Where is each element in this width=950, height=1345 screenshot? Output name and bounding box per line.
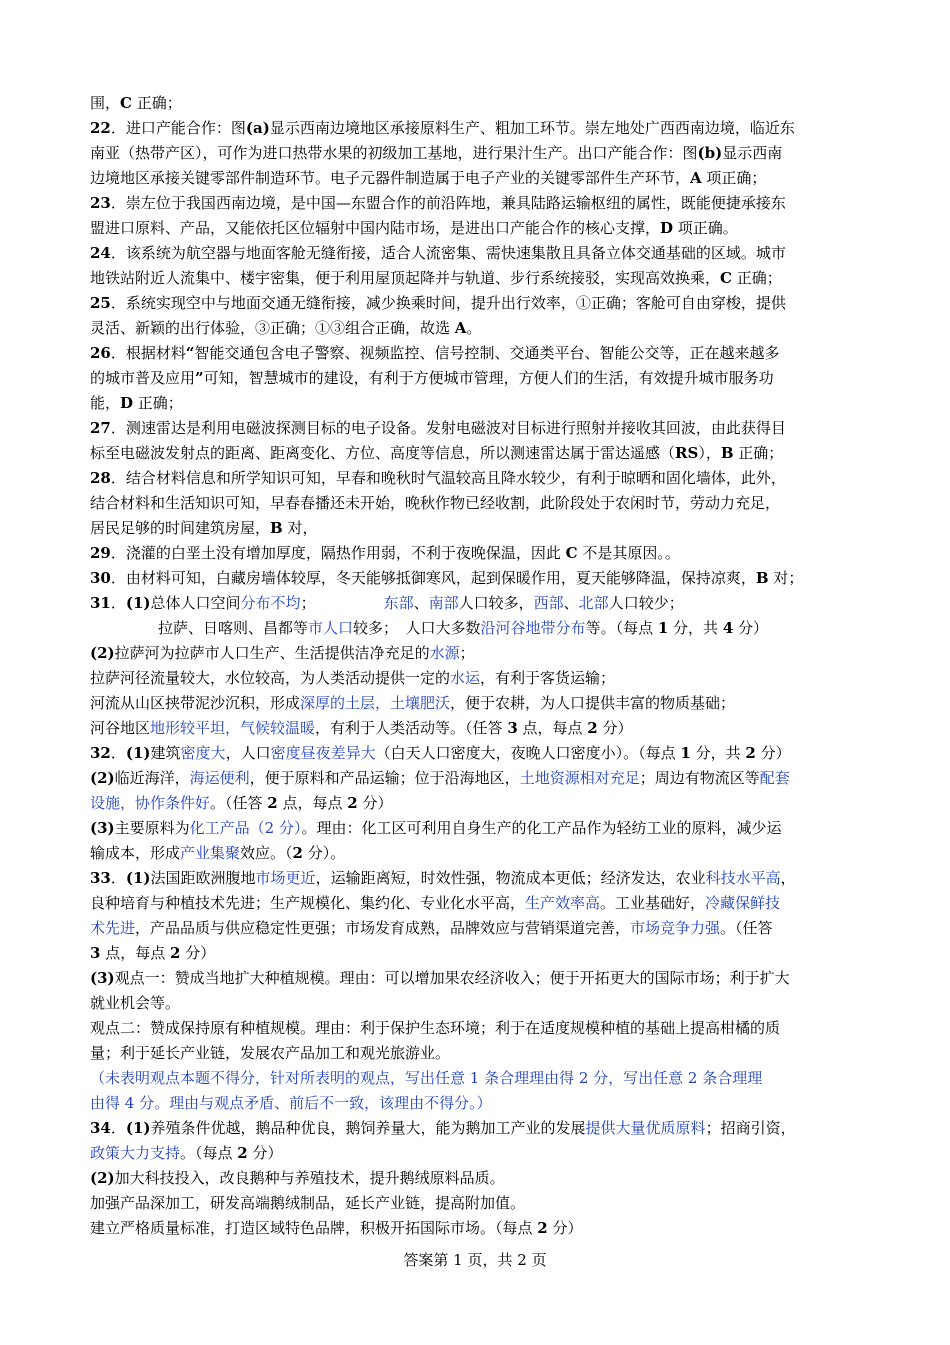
answer-line: [90, 1216, 870, 1241]
answer-line: [90, 1191, 870, 1216]
highlighted-answer-text: 化工产品（2 分）: [189, 819, 302, 837]
answer-text: 正确；: [133, 394, 183, 412]
highlighted-answer-text: 西部: [533, 594, 564, 612]
answer-text: 拉萨河径流量较大，水位较高，为人类活动提供一定的: [90, 669, 451, 687]
answer-text: 就业机会等。: [90, 994, 181, 1012]
highlighted-answer-text: 设施，协作条件好: [90, 794, 211, 812]
page-footer: 答案第 1 页，共 2 页: [403, 1251, 547, 1269]
answer-text: ，便于农耕，为人口提供丰富的物质基础；: [450, 694, 736, 712]
answer-line: [90, 916, 870, 941]
answer-text: 能，: [90, 394, 121, 412]
highlighted-answer-text: 沿河谷地带分布: [480, 619, 586, 637]
bold-text: C: [565, 544, 578, 562]
answer-text: 盟进口原料、产品，又能依托区位辐射中国内陆市场，是进出口产能合作的核心支撑，: [90, 219, 661, 237]
bold-text: 31: [90, 594, 111, 612]
bold-text: 28: [90, 469, 111, 487]
bold-text: A: [690, 169, 702, 187]
answer-text: 对；: [768, 569, 804, 587]
answer-line: [90, 91, 870, 116]
bold-text: (1): [125, 869, 151, 887]
bold-text: (1): [125, 1119, 151, 1137]
answer-text: ，有利于人类活动等。（任答: [315, 719, 508, 737]
answer-text: 主要原料为: [114, 819, 190, 837]
answer-text: ，有利于客货运输；: [480, 669, 616, 687]
answer-text: 项正确；: [701, 169, 767, 187]
bold-text: 2: [267, 794, 278, 812]
answer-text: 结合材料和生活知识可知，早春春播还未开始，晚秋作物已经收割，此阶段处于农闲时节，劳动力充足，: [90, 494, 781, 512]
highlighted-answer-text: 地形较平坦，气候较温暖: [150, 719, 316, 737]
answer-line: [90, 1016, 870, 1041]
answer-text: ），: [698, 444, 721, 462]
bold-text: 25: [90, 294, 111, 312]
answer-line: [90, 791, 870, 816]
answer-text: 点，每点: [100, 944, 170, 962]
highlighted-answer-text: 水运: [450, 669, 481, 687]
answer-line: [90, 766, 870, 791]
answer-line: [90, 641, 870, 666]
answer-text: ；周边有物流区等: [639, 769, 760, 787]
answer-text: 分，共: [690, 744, 746, 762]
highlighted-answer-text: 土地资源相对充足: [519, 769, 640, 787]
answer-line: [90, 691, 870, 716]
answer-line: [90, 816, 870, 841]
answer-text: 量；利于延长产业链，发展农产品加工和观光旅游业。: [90, 1044, 451, 1062]
highlighted-answer-text: 北部: [578, 594, 609, 612]
answer-text: 。工业基础好，: [600, 894, 706, 912]
answer-text: ；: [300, 594, 316, 612]
answer-text: ．崇左位于我国西南边境，是中国—东盟合作的前沿阵地，兼具陆路运输枢纽的属性，既能便捷承接东: [110, 194, 786, 212]
bold-text: 3: [90, 944, 101, 962]
answer-text: 分）: [180, 944, 216, 962]
answer-text: 的城市普及应用: [90, 369, 196, 387]
bold-text: (1): [125, 744, 151, 762]
bold-text: 1: [680, 744, 691, 762]
bold-text: 24: [90, 244, 111, 262]
highlighted-answer-text: 政策大力支持: [90, 1144, 181, 1162]
answer-text: 较多； 人口大多数: [353, 619, 481, 637]
answer-line: [90, 1041, 870, 1066]
highlighted-answer-text: 南部: [428, 594, 459, 612]
answer-content: [90, 91, 870, 1241]
bold-text: (b): [697, 144, 723, 162]
bold-text: D: [660, 219, 674, 237]
answer-text: 。理由：化工区可利用自身生产的化工产品作为轻纺工业的原料，减少运: [301, 819, 782, 837]
answer-line: [90, 566, 870, 591]
answer-text: 灵活、新颖的出行体验，③正确；①③组合正确，故选: [90, 319, 455, 337]
answer-line: [90, 491, 870, 516]
answer-text: ，产品品质与供应稳定性更强；市场发育成熟，品牌效应与营销渠道完善，: [135, 919, 631, 937]
answer-text: 良种培育与种植技术先进；生产规模化、集约化、专业化水平高，: [90, 894, 526, 912]
answer-text: 智能交通包含电子警察、视频监控、信号控制、交通类平台、智能公交等，正在越来越多: [194, 344, 780, 362]
highlighted-answer-text: 密度昼夜差异大: [270, 744, 376, 762]
answer-text: 南亚（热带产区），可作为进口热带水果的初级加工基地，进行果汁生产。出口产能合作：图: [90, 144, 698, 162]
answer-text: 分）: [755, 744, 791, 762]
highlighted-answer-text: （未表明观点本题不得分，针对所表明的观点，写出任意 1 条合理理由得 2 分，写出任意 2 条合理理: [90, 1069, 763, 1087]
answer-text: 分，共: [668, 619, 723, 637]
answer-text: 显示西南: [722, 144, 783, 162]
answer-line: [90, 1116, 870, 1141]
answer-text: 人口较多，: [458, 594, 534, 612]
highlighted-answer-text: 密度大: [180, 744, 226, 762]
answer-line: [90, 841, 870, 866]
answer-line: [90, 616, 870, 641]
answer-line: [90, 1141, 870, 1166]
answer-text: 对，: [282, 519, 318, 537]
answer-text: ．浇灌的白垩土没有增加厚度，隔热作用弱，不利于夜晚保温，因此: [110, 544, 566, 562]
highlighted-answer-text: 科技水平高: [705, 869, 781, 887]
answer-line: [90, 716, 870, 741]
bold-text: 22: [90, 119, 111, 137]
answer-text: 、: [563, 594, 579, 612]
answer-text: 加大科技投入，改良鹅种与养殖技术，提升鹅绒原料品质。: [114, 1169, 505, 1187]
highlighted-answer-text: 由得 4 分。理由与观点矛盾、前后不一致，该理由不得分。）: [90, 1094, 492, 1112]
answer-text: ．: [110, 869, 126, 887]
answer-text: 输成本，形成: [90, 844, 181, 862]
answer-line: [90, 166, 870, 191]
bold-text: (3): [90, 969, 115, 987]
answer-line: [90, 116, 870, 141]
answer-text: ，运输距离短，时效性强，物流成本更低；经济发达，农业: [315, 869, 706, 887]
answer-text: 显示西南边境地区承接原料生产、粗加工环节。崇左地处广西西南边境，临近东: [269, 119, 795, 137]
bold-text: D: [120, 394, 134, 412]
highlighted-answer-text: 海运便利: [189, 769, 250, 787]
bold-text: (1): [125, 594, 151, 612]
answer-line: [90, 141, 870, 166]
bold-text: (3): [90, 819, 115, 837]
answer-line: [90, 1091, 870, 1116]
highlighted-answer-text: 生产效率高: [525, 894, 601, 912]
answer-line: [90, 191, 870, 216]
answer-text: 分）: [733, 619, 769, 637]
bold-text: 26: [90, 344, 111, 362]
highlighted-answer-text: 市场竞争力强: [630, 919, 721, 937]
bold-text: 30: [90, 569, 111, 587]
highlighted-answer-text: 市人口: [308, 619, 354, 637]
answer-text: 点，每点: [277, 794, 348, 812]
bold-text: C: [720, 269, 732, 287]
highlighted-answer-text: 冷藏保鲜技: [705, 894, 781, 912]
bold-text: (2): [90, 1169, 115, 1187]
answer-text: ．进口产能合作：图: [110, 119, 246, 137]
answer-text: ．结合材料信息和所学知识可知，早春和晚秋时气温较高且降水较少，有利于晾晒和固化墙体，此外，: [110, 469, 786, 487]
answer-text: 河谷地区: [90, 719, 151, 737]
bold-text: 3: [507, 719, 518, 737]
answer-line: [90, 741, 870, 766]
answer-text: 项正确。: [673, 219, 738, 237]
answer-text: 点，每点: [517, 719, 588, 737]
answer-line: [90, 316, 870, 341]
answer-text: 居民足够的时间建筑房屋，: [90, 519, 271, 537]
answer-text: （白天人口密度大，夜晚人口密度小）。（每点: [375, 744, 681, 762]
bold-text: C: [120, 94, 132, 112]
answer-line: [90, 516, 870, 541]
answer-line: [90, 541, 870, 566]
bold-text: 2: [587, 719, 598, 737]
answer-text: ．: [110, 594, 126, 612]
answer-text: ，便于原料和产品运输；位于沿海地区，: [249, 769, 520, 787]
highlighted-answer-text: 东部: [383, 594, 414, 612]
bold-text: 2: [745, 744, 756, 762]
bold-text: B: [755, 569, 769, 587]
bold-text: 2: [347, 794, 358, 812]
bold-text: “: [185, 344, 195, 362]
answer-line: [90, 241, 870, 266]
answer-text: 地铁站附近人流集中、楼宇密集，便于利用屋顶起降并与轨道、步行系统接驳，实现高效换乘，: [90, 269, 721, 287]
answer-text: ．系统实现空中与地面交通无缝衔接，减少换乘时间，提升出行效率，①正确；客舱可自由穿梭，提供: [110, 294, 786, 312]
answer-text: ．根据材料: [110, 344, 186, 362]
answer-text: 。（任答: [210, 794, 268, 812]
answer-text: 总体人口空间: [150, 594, 241, 612]
answer-line: [90, 966, 870, 991]
bold-text: 32: [90, 744, 111, 762]
bold-text: B: [720, 444, 734, 462]
highlighted-answer-text: 术先进: [90, 919, 136, 937]
answer-text: 、: [413, 594, 429, 612]
answer-text: 拉萨、日喀则、昌都等: [158, 619, 309, 637]
answer-text: ．: [110, 1119, 126, 1137]
bold-text: 23: [90, 194, 111, 212]
answer-line: [90, 391, 870, 416]
answer-line: [90, 416, 870, 441]
answer-line: [90, 591, 870, 616]
answer-text: 边境地区承接关键零部件制造环节。电子元器件制造属于电子产业的关键零部件生产环节，: [90, 169, 691, 187]
answer-line: [90, 866, 870, 891]
answer-text: ；: [459, 644, 475, 662]
highlighted-answer-text: 配套: [759, 769, 790, 787]
bold-text: 2: [292, 844, 303, 862]
answer-line: [90, 941, 870, 966]
bold-text: 2: [237, 1144, 248, 1162]
bold-text: (a): [245, 119, 270, 137]
answer-line: [90, 666, 870, 691]
answer-text: 分）: [247, 1144, 283, 1162]
answer-text: 正确；: [733, 444, 784, 462]
bold-text: RS: [675, 444, 699, 462]
answer-text: 分）: [357, 794, 393, 812]
bold-text: 4: [722, 619, 734, 637]
bold-text: B: [270, 519, 283, 537]
answer-text: 分）: [547, 1219, 583, 1237]
answer-text: ．: [110, 744, 126, 762]
answer-line: [90, 291, 870, 316]
answer-text: 法国距欧洲腹地: [150, 869, 256, 887]
bold-text: 2: [169, 944, 181, 962]
answer-text: ．由材料可知，白藏房墙体较厚，冬天能够抵御寒风，起到保暖作用，夏天能够降温，保持凉爽，: [110, 569, 756, 587]
highlighted-answer-text: 分布不均: [240, 594, 301, 612]
answer-text: 河流从山区挟带泥沙沉积，形成: [90, 694, 301, 712]
bold-text: 2: [537, 1219, 548, 1237]
bold-text: 34: [90, 1119, 111, 1137]
answer-text: 正确；: [731, 269, 782, 287]
answer-line: [90, 1166, 870, 1191]
answer-text: 临近海洋，: [114, 769, 190, 787]
answer-text: 人口较少；: [608, 594, 684, 612]
answer-line: [90, 366, 870, 391]
highlighted-answer-text: 市场更近: [255, 869, 316, 887]
answer-text: 观点一：赞成当地扩大种植规模。理由：可以增加果农经济收入；便于开拓更大的国际市场；利于扩大: [114, 969, 790, 987]
highlighted-answer-text: 提供大量优质原料: [585, 1119, 706, 1137]
bold-text: A: [454, 319, 467, 337]
answer-text: 分）。: [302, 844, 346, 862]
bold-text: 1: [657, 619, 669, 637]
answer-line: [90, 891, 870, 916]
highlighted-answer-text: 深厚的土层，土壤肥沃: [300, 694, 451, 712]
answer-text: 等。（每点: [585, 619, 658, 637]
answer-line: [90, 441, 870, 466]
answer-text: ；招商引资，: [705, 1119, 796, 1137]
answer-text: ．该系统为航空器与地面客舱无缝衔接，适合人流密集、需快速集散且具备立体交通基础的区域。城市: [110, 244, 786, 262]
bold-text: 29: [90, 544, 111, 562]
answer-text: 加强产品深加工，研发高端鹅绒制品，延长产业链，提高附加值。: [90, 1194, 526, 1212]
bold-text: (2): [90, 644, 115, 662]
bold-text: 27: [90, 419, 111, 437]
answer-text: ．测速雷达是利用电磁波探测目标的电子设备。发射电磁波对目标进行照射并接收其回波，由此获得目: [110, 419, 786, 437]
answer-text: 。（每点: [180, 1144, 238, 1162]
answer-text: 观点二：赞成保持原有种植规模。理由：利于保护生态环境；利于在适度规模种植的基础上提高柑橘的质: [90, 1019, 781, 1037]
highlighted-answer-text: 水源: [429, 644, 460, 662]
answer-text: ，: [780, 869, 796, 887]
bold-text: (2): [90, 769, 115, 787]
answer-text: 可知，智慧城市的建设，有利于方便城市管理，方便人们的生活，有效提升城市服务功: [203, 369, 774, 387]
answer-text: 建立严格质量标准，打造区域特色品牌，积极开拓国际市场。（每点: [90, 1219, 538, 1237]
answer-text: 养殖条件优越，鹅品种优良，鹅饲养量大，能为鹅加工产业的发展: [150, 1119, 586, 1137]
bold-text: 33: [90, 869, 111, 887]
answer-line: [90, 341, 870, 366]
answer-text: 不是其原因。。: [577, 544, 680, 562]
answer-text: 围，: [90, 94, 121, 112]
answer-text: ，人口: [225, 744, 271, 762]
answer-text: 分）: [597, 719, 633, 737]
answer-text: 标至电磁波发射点的距离、距离变化、方位、高度等信息，所以测速雷达属于雷达遥感（: [90, 444, 676, 462]
highlighted-answer-text: 产业集聚: [180, 844, 241, 862]
answer-line: [90, 991, 870, 1016]
answer-text: 正确；: [131, 94, 182, 112]
answer-text: 拉萨河为拉萨市人口生产、生活提供洁净充足的: [114, 644, 430, 662]
answer-text: 。（任答: [720, 919, 773, 937]
answer-line: [90, 1066, 870, 1091]
answer-text: 建筑: [150, 744, 181, 762]
answer-line: [90, 216, 870, 241]
answer-line: [90, 266, 870, 291]
answer-line: [90, 466, 870, 491]
answer-text: 。: [466, 319, 482, 337]
bold-text: ”: [195, 369, 204, 387]
answer-text: 效应。（: [240, 844, 293, 862]
